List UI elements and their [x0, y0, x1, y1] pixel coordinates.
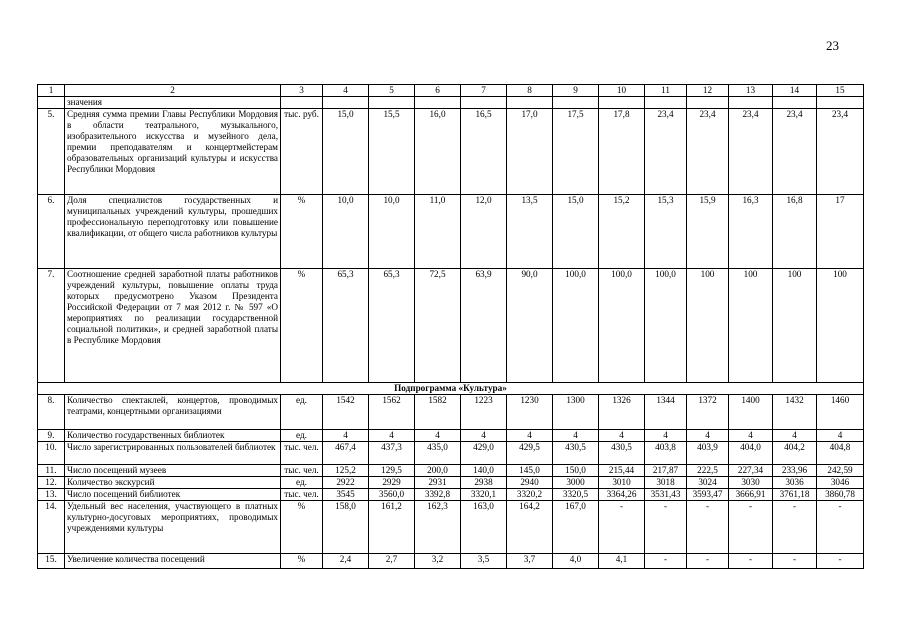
indicator-name: Число посещений библиотек	[65, 489, 281, 501]
value-cell: 1230	[507, 395, 553, 430]
unit: ед.	[281, 430, 323, 442]
value-cell: 4	[323, 430, 369, 442]
value-cell: 3010	[599, 477, 645, 489]
value-cell: 1372	[687, 395, 729, 430]
column-number: 10	[599, 85, 645, 97]
value-cell: 158,0	[323, 501, 369, 554]
row-number: 13.	[38, 489, 65, 501]
value-cell: 403,8	[645, 442, 687, 465]
indicator-name: Удельный вес населения, участвующего в платных культурно-досуговых мероприятиях, проводимых учреждениями культуры	[65, 501, 281, 554]
value-cell: 23,4	[773, 109, 817, 195]
indicator-name: Число зарегистрированных пользователей библиотек	[65, 442, 281, 465]
row-number: 12.	[38, 477, 65, 489]
unit: тыс. чел.	[281, 465, 323, 477]
value-cell: 10,0	[369, 195, 415, 269]
value-cell: 1460	[817, 395, 864, 430]
row-number: 14.	[38, 501, 65, 554]
value-cell: 129,5	[369, 465, 415, 477]
column-number: 1	[38, 85, 65, 97]
column-number: 14	[773, 85, 817, 97]
value-cell: -	[599, 501, 645, 554]
value-cell: 3320,2	[507, 489, 553, 501]
value-cell: 63,9	[461, 269, 507, 383]
indicator-name: Число посещений музеев	[65, 465, 281, 477]
value-cell: 1344	[645, 395, 687, 430]
value-cell: 1326	[599, 395, 645, 430]
row-number: 8.	[38, 395, 65, 430]
value-cell: 15,9	[687, 195, 729, 269]
value-cell: 242,59	[817, 465, 864, 477]
value-cell: 4,0	[553, 554, 599, 569]
table-row	[38, 554, 864, 569]
row-number: 6.	[38, 195, 65, 269]
value-cell: 3320,5	[553, 489, 599, 501]
value-cell: 17,8	[599, 109, 645, 195]
column-number: 8	[507, 85, 553, 97]
continuation-text: значения	[65, 97, 281, 109]
value-cell: 17,5	[553, 109, 599, 195]
value-cell: 4	[645, 430, 687, 442]
column-number-header	[38, 85, 864, 97]
value-cell: 4	[415, 430, 461, 442]
value-cell: 65,3	[369, 269, 415, 383]
value-cell: 3,5	[461, 554, 507, 569]
value-cell: 4	[817, 430, 864, 442]
page-number: 23	[826, 38, 839, 53]
table-row	[38, 477, 864, 489]
indicator-name: Соотношение средней заработной платы работников учреждений культуры, повышение оплаты труда которых предусмотрено Указом Президента Российской Федерации от 7 мая 2012 г. № 597 «О мероприятиях по реализации государственной социальной политики», и средней заработной платы в Республике Мордовия	[65, 269, 281, 383]
value-cell: 3024	[687, 477, 729, 489]
value-cell: 2,7	[369, 554, 415, 569]
value-cell: 16,5	[461, 109, 507, 195]
value-cell: -	[687, 554, 729, 569]
value-cell: 100	[729, 269, 773, 383]
value-cell: 233,96	[773, 465, 817, 477]
unit: тыс. чел.	[281, 489, 323, 501]
value-cell: 15,3	[645, 195, 687, 269]
unit: %	[281, 195, 323, 269]
table-row	[38, 430, 864, 442]
value-cell: 3560,0	[369, 489, 415, 501]
value-cell: 3593,47	[687, 489, 729, 501]
value-cell: 1542	[323, 395, 369, 430]
continuation-row	[38, 97, 864, 109]
table-row	[38, 465, 864, 477]
value-cell: 3030	[729, 477, 773, 489]
value-cell: 4	[461, 430, 507, 442]
value-cell: 65,3	[323, 269, 369, 383]
value-cell: 404,2	[773, 442, 817, 465]
value-cell: 100	[817, 269, 864, 383]
table-row	[38, 109, 864, 195]
value-cell: 3,2	[415, 554, 461, 569]
value-cell: 23,4	[687, 109, 729, 195]
value-cell: 3666,91	[729, 489, 773, 501]
value-cell: 3046	[817, 477, 864, 489]
indicator-name: Количество спектаклей, концертов, проводимых театрами, концертными организациями	[65, 395, 281, 430]
value-cell: 4	[553, 430, 599, 442]
value-cell: 467,4	[323, 442, 369, 465]
row-number: 10.	[38, 442, 65, 465]
value-cell: 217,87	[645, 465, 687, 477]
unit: тыс. чел.	[281, 442, 323, 465]
value-cell: -	[729, 501, 773, 554]
value-cell: 2938	[461, 477, 507, 489]
value-cell: 2940	[507, 477, 553, 489]
value-cell: 125,2	[323, 465, 369, 477]
value-cell: -	[645, 554, 687, 569]
section-title: Подпрограмма «Культура»	[38, 383, 864, 395]
value-cell: 15,0	[323, 109, 369, 195]
column-number: 4	[323, 85, 369, 97]
value-cell: -	[773, 554, 817, 569]
value-cell: 13,5	[507, 195, 553, 269]
value-cell: 1562	[369, 395, 415, 430]
value-cell: 3,7	[507, 554, 553, 569]
value-cell: 227,34	[729, 465, 773, 477]
value-cell: 1432	[773, 395, 817, 430]
value-cell: 4	[773, 430, 817, 442]
value-cell: -	[817, 554, 864, 569]
indicator-name: Доля специалистов государственных и муниципальных учреждений культуры, прошедших профессиональную переподготовку или повышение квалификации, от общего числа работников культуры	[65, 195, 281, 269]
value-cell: 12,0	[461, 195, 507, 269]
value-cell: 3392,8	[415, 489, 461, 501]
value-cell: 17	[817, 195, 864, 269]
indicator-name: Увеличение количества посещений	[65, 554, 281, 569]
row-number: 15.	[38, 554, 65, 569]
column-number: 6	[415, 85, 461, 97]
value-cell: 2922	[323, 477, 369, 489]
value-cell: 404,8	[817, 442, 864, 465]
value-cell: 4	[599, 430, 645, 442]
indicators-table	[37, 84, 864, 569]
value-cell: 162,3	[415, 501, 461, 554]
column-number: 15	[817, 85, 864, 97]
value-cell: 140,0	[461, 465, 507, 477]
value-cell: 222,5	[687, 465, 729, 477]
row-number: 5.	[38, 109, 65, 195]
unit: ед.	[281, 395, 323, 430]
value-cell: 72,5	[415, 269, 461, 383]
value-cell: 161,2	[369, 501, 415, 554]
value-cell: 100,0	[645, 269, 687, 383]
row-number: 11.	[38, 465, 65, 477]
value-cell: 100	[773, 269, 817, 383]
value-cell: 1582	[415, 395, 461, 430]
value-cell: 2929	[369, 477, 415, 489]
unit: ед.	[281, 477, 323, 489]
value-cell: 3860,78	[817, 489, 864, 501]
row-number: 9.	[38, 430, 65, 442]
column-number: 3	[281, 85, 323, 97]
table-row	[38, 395, 864, 430]
column-number: 13	[729, 85, 773, 97]
value-cell: 2931	[415, 477, 461, 489]
column-number: 11	[645, 85, 687, 97]
value-cell: 404,0	[729, 442, 773, 465]
value-cell: 4	[687, 430, 729, 442]
value-cell: 429,0	[461, 442, 507, 465]
value-cell: 1223	[461, 395, 507, 430]
value-cell: 15,5	[369, 109, 415, 195]
column-number: 9	[553, 85, 599, 97]
value-cell: 100,0	[599, 269, 645, 383]
value-cell: 1300	[553, 395, 599, 430]
value-cell: 16,3	[729, 195, 773, 269]
value-cell: 15,2	[599, 195, 645, 269]
value-cell: 4	[729, 430, 773, 442]
value-cell: 100	[687, 269, 729, 383]
table-row	[38, 195, 864, 269]
value-cell: -	[645, 501, 687, 554]
table-row	[38, 501, 864, 554]
value-cell: 4	[507, 430, 553, 442]
value-cell: 3364,26	[599, 489, 645, 501]
value-cell: 164,2	[507, 501, 553, 554]
value-cell: 3018	[645, 477, 687, 489]
value-cell: 150,0	[553, 465, 599, 477]
column-number: 7	[461, 85, 507, 97]
unit: %	[281, 269, 323, 383]
column-number: 2	[65, 85, 281, 97]
value-cell: 16,0	[415, 109, 461, 195]
value-cell: 23,4	[729, 109, 773, 195]
section-row	[38, 383, 864, 395]
value-cell: 145,0	[507, 465, 553, 477]
value-cell: -	[729, 554, 773, 569]
unit: %	[281, 501, 323, 554]
value-cell: 16,8	[773, 195, 817, 269]
value-cell: 3000	[553, 477, 599, 489]
value-cell: 90,0	[507, 269, 553, 383]
value-cell: 4,1	[599, 554, 645, 569]
value-cell: 17,0	[507, 109, 553, 195]
row-number: 7.	[38, 269, 65, 383]
value-cell: 1400	[729, 395, 773, 430]
value-cell: 403,9	[687, 442, 729, 465]
value-cell: 429,5	[507, 442, 553, 465]
value-cell: 4	[369, 430, 415, 442]
value-cell: 437,3	[369, 442, 415, 465]
value-cell: -	[817, 501, 864, 554]
value-cell: 11,0	[415, 195, 461, 269]
value-cell: -	[687, 501, 729, 554]
value-cell: 2,4	[323, 554, 369, 569]
value-cell: 3761,18	[773, 489, 817, 501]
value-cell: 215,44	[599, 465, 645, 477]
table-row	[38, 489, 864, 501]
value-cell: 10,0	[323, 195, 369, 269]
column-number: 12	[687, 85, 729, 97]
value-cell: 430,5	[599, 442, 645, 465]
indicator-name: Количество государственных библиотек	[65, 430, 281, 442]
value-cell: 23,4	[817, 109, 864, 195]
value-cell: 430,5	[553, 442, 599, 465]
value-cell: 163,0	[461, 501, 507, 554]
table-row	[38, 269, 864, 383]
value-cell: 3036	[773, 477, 817, 489]
unit: тыс. руб.	[281, 109, 323, 195]
column-number: 5	[369, 85, 415, 97]
value-cell: 100,0	[553, 269, 599, 383]
value-cell: 3545	[323, 489, 369, 501]
value-cell: 167,0	[553, 501, 599, 554]
value-cell: 200,0	[415, 465, 461, 477]
value-cell: 3320,1	[461, 489, 507, 501]
value-cell: 3531,43	[645, 489, 687, 501]
table-row	[38, 442, 864, 465]
indicator-name: Количество экскурсий	[65, 477, 281, 489]
unit: %	[281, 554, 323, 569]
value-cell: 15,0	[553, 195, 599, 269]
indicator-name: Средняя сумма премии Главы Республики Мордовия в области театрального, музыкального, изобразительного искусства и музейного дела, премии преподавателям и концертмейстерам образовательных организаций культуры и искусства Республики Мордовия	[65, 109, 281, 195]
value-cell: -	[773, 501, 817, 554]
value-cell: 23,4	[645, 109, 687, 195]
value-cell: 435,0	[415, 442, 461, 465]
